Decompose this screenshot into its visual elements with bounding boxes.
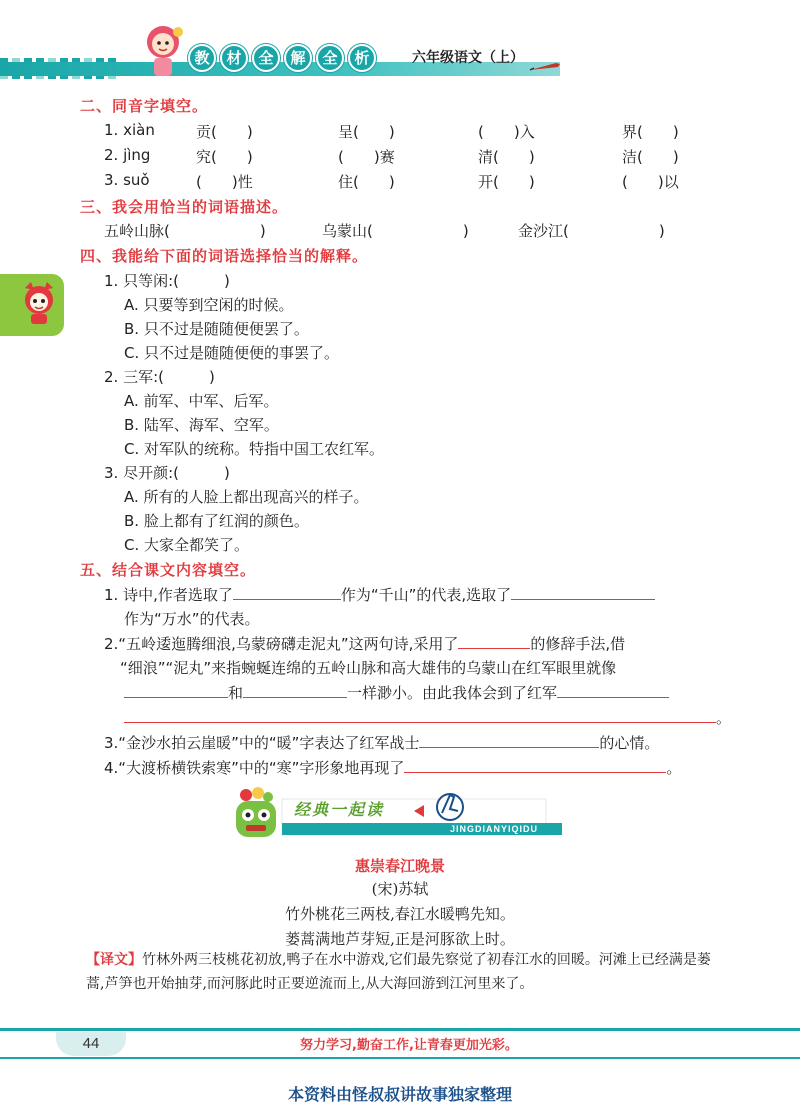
blank-cell: ( )性 [196, 173, 253, 191]
blank-cell: 洁( ) [622, 148, 679, 166]
section-4-title: 四、我能给下面的词语选择恰当的解释。 [80, 247, 369, 265]
reading-banner [228, 785, 568, 843]
footer-line [0, 1028, 800, 1031]
footer-line [0, 1057, 800, 1059]
section-3-title: 三、我会用恰当的词语描述。 [80, 198, 289, 216]
row-label: 3. suǒ [104, 171, 150, 189]
answer-blank[interactable] [419, 733, 599, 748]
blank-cell: 住( ) [338, 173, 395, 191]
translation [86, 948, 726, 996]
poem-author: (宋)苏轼 [371, 880, 429, 898]
row-label: 1. xiàn [104, 121, 155, 139]
fill-line-2d: 。 [124, 707, 731, 728]
girl-mascot-icon [140, 22, 186, 80]
fill-line-4: 4.“大渡桥横铁索寒”中的“寒”字形象地再现了 。 [104, 759, 682, 777]
fill-line-1: 1. 诗中,作者选取了 作为“千山”的代表,选取了 [104, 584, 655, 605]
banner-pinyin: JINGDIANYIQIDU [450, 824, 539, 834]
section-2-title: 二、同音字填空。 [80, 97, 209, 115]
option: A. 只要等到空闲的时候。 [124, 296, 294, 314]
poem-line-2: 蒌蒿满地芦芽短,正是河豚欲上时。 [285, 930, 515, 948]
header-subtitle: 六年级语文（上） [412, 50, 524, 66]
footer-motto: 努力学习,勤奋工作,让青春更加光彩。 [300, 1038, 518, 1053]
blank-cell: ( )入 [478, 123, 535, 141]
mascot-face-icon [22, 280, 56, 326]
section-5-title: 五、结合课文内容填空。 [80, 561, 257, 579]
blank-cell: 贡( ) [196, 123, 253, 141]
answer-blank[interactable] [557, 683, 669, 698]
blank-cell: ( )以 [622, 173, 679, 191]
hand-icon [437, 794, 463, 820]
answer-blank[interactable] [233, 585, 341, 600]
describe-wuling: 五岭山脉( ) [104, 222, 266, 240]
translation-tag: 【译文】 [86, 952, 142, 968]
answer-blank[interactable] [404, 758, 666, 773]
page-number: 44 [56, 1032, 126, 1056]
fill-line-3: 3.“金沙水拍云崖暖”中的“暖”字表达了红军战士 的心情。 [104, 734, 660, 752]
option: B. 只不过是随随便便罢了。 [124, 320, 309, 338]
pen-icon [528, 60, 562, 72]
describe-jinsha: 金沙江( ) [518, 222, 665, 240]
answer-blank[interactable] [243, 683, 347, 698]
poem-title: 惠崇春江晚景 [354, 857, 445, 875]
question: 2. 三军:( ) [104, 368, 215, 386]
blank-cell: 呈( ) [338, 123, 395, 141]
answer-blank[interactable] [511, 585, 655, 600]
banner-title: 经典一起读 [294, 800, 385, 819]
blank-cell: 开( ) [478, 173, 535, 191]
option: A. 所有的人脸上都出现高兴的样子。 [124, 488, 369, 506]
option: C. 大家全都笑了。 [124, 536, 250, 554]
option: B. 陆军、海军、空军。 [124, 416, 279, 434]
fill-line-2c: 和 一样渺小。由此我体会到了红军 [124, 682, 669, 703]
blank-cell: 清( ) [478, 148, 535, 166]
row-label: 2. jìng [104, 146, 151, 164]
fill-line-1b: 作为“万水”的代表。 [124, 610, 260, 628]
option: C. 只不过是随随便便的事罢了。 [124, 344, 340, 362]
question: 1. 只等闲:( ) [104, 272, 230, 290]
blank-cell: ( )赛 [338, 148, 395, 166]
poem-line-1: 竹外桃花三两枝,春江水暖鸭先知。 [285, 905, 515, 923]
answer-blank[interactable] [124, 708, 716, 723]
header-title: 教 材 全 解 全 析 [188, 44, 376, 72]
answer-blank[interactable] [124, 683, 228, 698]
option: C. 对军队的统称。特指中国工农红军。 [124, 440, 385, 458]
answer-blank[interactable] [458, 634, 530, 649]
option: B. 脸上都有了红润的颜色。 [124, 512, 309, 530]
option: A. 前军、中军、后军。 [124, 392, 279, 410]
monster-mascot-icon [236, 787, 276, 837]
question: 3. 尽开颜:( ) [104, 464, 230, 482]
source-note: 本资料由怪叔叔讲故事独家整理 [287, 1085, 512, 1104]
translation-text: 竹林外两三枝桃花初放,鸭子在水中游戏,它们最先察觉了初春江水的回暖。河滩上已经满是蒌蒿,芦笋也开始抽芽,而河豚此时正要逆流而上,从大海回游到江河里来了。 [86, 952, 711, 992]
fill-line-2: 2.“五岭逶迤腾细浪,乌蒙磅礴走泥丸”这两句诗,采用了 的修辞手法,借 [104, 635, 626, 653]
fill-line-2b: “细浪”“泥丸”来指蜿蜒连绵的五岭山脉和高大雄伟的乌蒙山在红军眼里就像 [120, 659, 617, 677]
blank-cell: 界( ) [622, 123, 679, 141]
blank-cell: 究( ) [196, 148, 253, 166]
describe-wumeng: 乌蒙山( ) [322, 222, 469, 240]
